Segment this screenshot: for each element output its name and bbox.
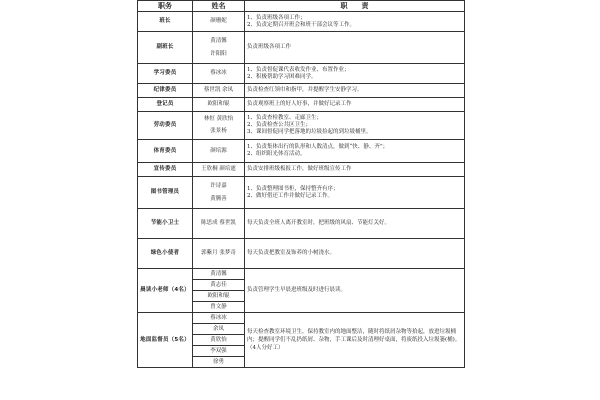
person-name: 蔡世凯 余凤 bbox=[203, 87, 234, 93]
row-publicity-committee bbox=[138, 163, 465, 177]
duty-roster-sheet bbox=[137, 0, 464, 400]
duty-line: 2、负责检查公共区卫生； bbox=[247, 122, 312, 128]
duty-cell bbox=[245, 269, 465, 313]
duty-line: 负责安排班级板报工作，做好班级宣传工作 bbox=[247, 166, 352, 172]
role-cell: 劳动委员 bbox=[138, 112, 193, 140]
person-name: 蔡冰冰 bbox=[193, 313, 245, 324]
role-cell: 宣传委员 bbox=[138, 163, 193, 177]
duty-cell bbox=[245, 64, 465, 84]
role-cell: 学习委员 bbox=[138, 64, 193, 84]
person-name: 张景杨 bbox=[210, 128, 227, 134]
header-duties: 职 责 bbox=[245, 1, 465, 12]
name-cell bbox=[193, 84, 245, 98]
duty-roster-table bbox=[137, 0, 465, 368]
person-name: 王欣桐 颜培霆 bbox=[201, 166, 236, 172]
role-cell: 地面监督员（5名） bbox=[138, 313, 193, 368]
row-floor-monitor bbox=[138, 313, 465, 324]
duty-line: 2、负责定期召开班会和班干部会议等工作。 bbox=[247, 21, 356, 28]
duty-line: 负责检查红领巾和指甲，并提醒学生安静学习。 bbox=[247, 87, 363, 93]
row-discipline-committee bbox=[138, 84, 465, 98]
person-name: 林恒 黄欣怡 bbox=[203, 116, 234, 122]
duty-cell bbox=[245, 163, 465, 177]
person-name: 黄志佳 bbox=[193, 280, 245, 291]
role-cell: 班长 bbox=[138, 12, 193, 32]
role-cell: 图书管理员 bbox=[138, 177, 193, 209]
person-name: 蔡冰冰 bbox=[210, 70, 227, 76]
header-role: 职务 bbox=[138, 1, 193, 12]
person-name: 欧阳和锟 bbox=[207, 101, 230, 107]
person-name: 李双强 bbox=[193, 346, 245, 357]
duty-line: 3、课间督促同学把落地的垃圾捡起的到垃圾桶里。 bbox=[247, 129, 372, 135]
duty-cell bbox=[245, 12, 465, 32]
duty-cell bbox=[245, 140, 465, 163]
row-sports-committee bbox=[138, 140, 465, 163]
name-cell bbox=[193, 140, 245, 163]
duty-line: 负责班级各项工作 bbox=[247, 44, 292, 50]
duty-line: 1、负责整理图书柜，保持整齐有序； bbox=[247, 185, 339, 192]
row-energy-guard bbox=[138, 209, 465, 239]
row-labor-committee bbox=[138, 112, 465, 140]
person-name: 郭紫月 张梦奇 bbox=[201, 250, 236, 256]
role-cell: 副班长 bbox=[138, 32, 193, 64]
duty-line: 负责管理学生早晨进班级及时进行晨读。 bbox=[247, 287, 347, 293]
duty-cell bbox=[245, 84, 465, 98]
row-study-committee bbox=[138, 64, 465, 84]
row-vice-monitor bbox=[138, 32, 465, 64]
duty-line: （4人分好工） bbox=[247, 345, 284, 351]
duty-line: 负责观察班上的好人好事，并做好记录工作 bbox=[247, 101, 352, 107]
person-name: 黄欣怡 bbox=[193, 335, 245, 346]
duty-line: 1、负责督促课代表收发作业、布置作业； bbox=[247, 66, 350, 73]
name-cell bbox=[193, 209, 245, 239]
person-name: 黄腾善 bbox=[210, 195, 227, 202]
row-registrar bbox=[138, 98, 465, 112]
person-name: 黄清馨 bbox=[193, 269, 245, 280]
person-name: 颜培源 bbox=[210, 147, 227, 154]
row-monitor bbox=[138, 12, 465, 32]
person-name: 欧阳和锟 bbox=[193, 291, 245, 302]
person-name: 颜珊妮 bbox=[210, 18, 227, 24]
name-cell bbox=[193, 163, 245, 177]
row-green-envoy bbox=[138, 239, 465, 269]
person-name: 许诗嘉 bbox=[210, 182, 227, 189]
duty-line: 2、积极帮助学习困难同学。 bbox=[247, 73, 317, 80]
role-cell: 纪律委员 bbox=[138, 84, 193, 98]
person-name: 黄清馨 bbox=[210, 37, 227, 44]
duty-line: 1、负责集体出行的队形和人数清点，做到“快、静、齐”； bbox=[247, 144, 389, 150]
duty-cell bbox=[245, 239, 465, 269]
duty-line: 每天负责把教室及饰养的小树浇水。 bbox=[247, 250, 336, 256]
duty-line: 2、做好借还工作并做好记录工作。 bbox=[247, 192, 334, 199]
name-cell bbox=[193, 64, 245, 84]
duty-line: 每天检查教室环境卫生，保持教室内的地面整洁，随时将纸屑杂物等拾起，放进垃圾桶内；提醒同学们不乱扔纸屑、杂物，手工课后及时清理好桌面，将废纸投入垃圾篓(桶)。 bbox=[247, 329, 461, 343]
duty-line: 2、组织阳光体育活动。 bbox=[247, 151, 306, 157]
name-cell bbox=[193, 177, 245, 209]
duty-cell bbox=[245, 112, 465, 140]
duty-line: 每天负责全班人离开教室时，把班级的风扇、节能灯关好。 bbox=[247, 220, 391, 226]
header-row bbox=[138, 1, 465, 12]
name-cell bbox=[193, 98, 245, 112]
duty-cell bbox=[245, 32, 465, 64]
person-name: 陈思成 蔡世凯 bbox=[201, 220, 236, 226]
person-name: 曾文静 bbox=[193, 302, 245, 313]
duty-cell bbox=[245, 209, 465, 239]
duty-cell bbox=[245, 177, 465, 209]
person-name: 余凤 bbox=[193, 324, 245, 335]
duty-line: 1、负责查检教室、走廊卫生； bbox=[247, 115, 323, 121]
header-name: 姓名 bbox=[193, 1, 245, 12]
name-cell bbox=[193, 12, 245, 32]
duty-cell bbox=[245, 313, 465, 368]
role-cell: 登记员 bbox=[138, 98, 193, 112]
role-cell: 绿色小使者 bbox=[138, 239, 193, 269]
row-librarian bbox=[138, 177, 465, 209]
row-morning-reading bbox=[138, 269, 465, 280]
name-cell bbox=[193, 112, 245, 140]
person-name: 许阳阳 bbox=[210, 50, 227, 57]
duty-cell bbox=[245, 98, 465, 112]
name-cell bbox=[193, 239, 245, 269]
name-cell bbox=[193, 32, 245, 64]
duty-line: 1、负责班级各项工作； bbox=[247, 14, 306, 21]
role-cell: 体育委员 bbox=[138, 140, 193, 163]
role-cell: 晨读小老师（4名） bbox=[138, 269, 193, 313]
role-cell: 节能小卫士 bbox=[138, 209, 193, 239]
person-name: 徐勇 bbox=[193, 357, 245, 368]
